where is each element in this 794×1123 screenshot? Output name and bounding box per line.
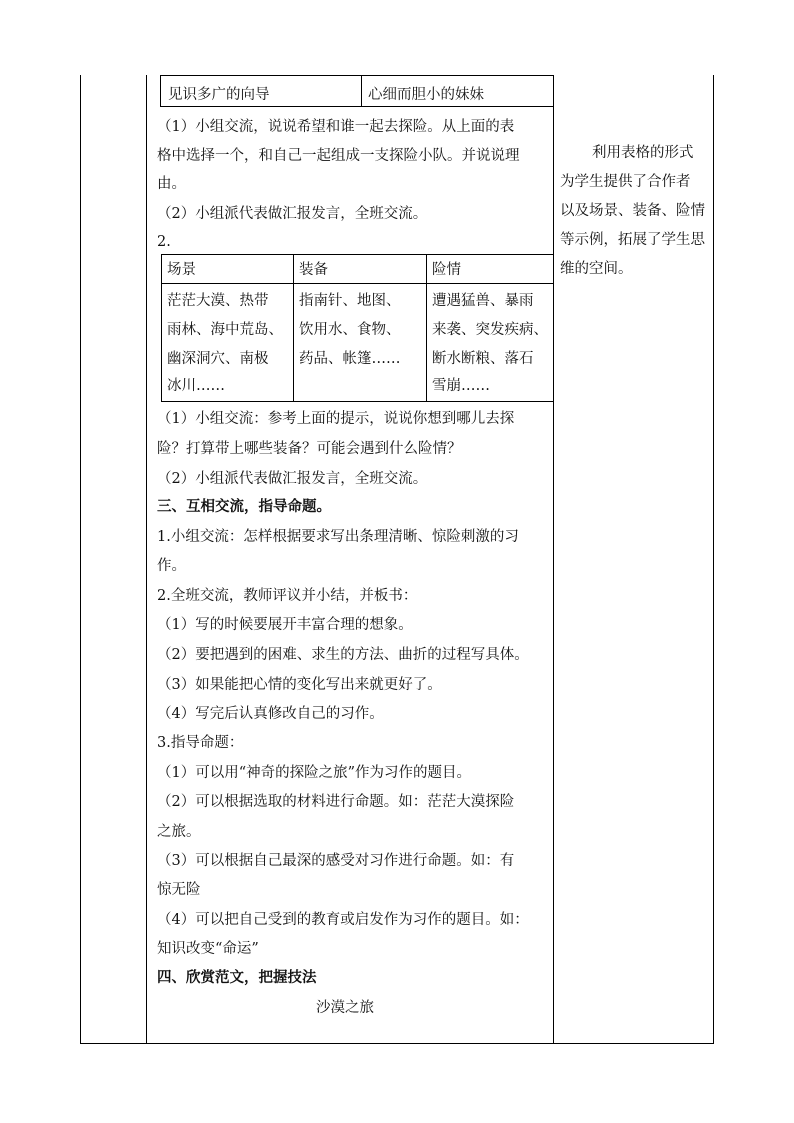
section3-heading: 三、互相交流，指导命题。 [157, 498, 331, 515]
equipment-line-1: 指南针、地图、 [299, 293, 401, 309]
inner-table-div2 [426, 254, 427, 402]
equipment-line-2: 饮用水、食物、 [299, 322, 401, 338]
s1-p2: （2）小组派代表做汇报发言，全班交流。 [157, 206, 428, 222]
s1-p1-line3: 由。 [157, 176, 186, 192]
equipment-line-3: 药品、帐篷…… [299, 351, 401, 367]
inner-table-div1 [293, 254, 294, 402]
scene-line-2: 雨林、海中荒岛、 [167, 322, 283, 338]
s3-item3-3-line1: （3）可以根据自己最深的感受对习作进行命题。如：有 [157, 853, 515, 869]
top-table-bottom [160, 106, 553, 107]
s3-item3-1: （1）可以用“神奇的探险之旅”作为习作的题目。 [157, 765, 472, 781]
outer-left-border [80, 75, 81, 1044]
s3-item3-4-line1: （4）可以把自己受到的教育或启发作为习作的题目。如： [157, 912, 529, 928]
outer-bottom-border [80, 1043, 714, 1044]
s2-p1-line1: （1）小组交流：参考上面的提示，说说你想到哪儿去探 [157, 411, 515, 427]
danger-line-2: 来袭、突发疾病、 [432, 322, 548, 338]
scene-line-3: 幽深洞穴、南极 [167, 351, 269, 367]
scene-line-1: 茫茫大漠、热带 [167, 293, 269, 309]
scene-line-4: 冰川…… [167, 378, 225, 394]
note-line-4: 等示例，拓展了学生思 [560, 232, 705, 248]
top-table-left [160, 75, 161, 107]
s3-item3-2-line2: 之旅。 [157, 824, 201, 840]
outer-right-border [713, 75, 714, 1044]
note-line-2: 为学生提供了合作者 [560, 174, 691, 190]
column-divider-1 [146, 75, 147, 1044]
s3-item3-3-line2: 惊无险 [157, 882, 201, 898]
section4-heading: 四、欣赏范文，把握技法 [157, 969, 317, 986]
top-table-right-cell: 心细而胆小的妹妹 [368, 87, 484, 103]
s3-item2-1: （1）写的时候要展开丰富合理的想象。 [157, 617, 413, 633]
essay-title: 沙漠之旅 [316, 1000, 374, 1016]
note-line-3: 以及场景、装备、险情 [560, 203, 705, 219]
header-scene: 场景 [167, 262, 196, 278]
s2-p1-line2: 险？打算带上哪些装备？可能会遇到什么险情？ [157, 441, 462, 457]
danger-line-3: 断水断粮、落石 [432, 351, 534, 367]
inner-table-bottom [161, 401, 553, 402]
s3-item3-4-line2: 知识改变“命运” [157, 941, 259, 957]
header-danger: 险情 [432, 262, 461, 278]
s1-p1-line1: （1）小组交流，说说希望和谁一起去探险。从上面的表 [157, 119, 515, 135]
s2-p2: （2）小组派代表做汇报发言，全班交流。 [157, 471, 428, 487]
inner-table-header-bottom [161, 283, 553, 284]
s3-item1-line1: 1.小组交流：怎样根据要求写出条理清晰、惊险刺激的习 [157, 529, 519, 545]
danger-line-1: 遭遇猛兽、暴雨 [432, 293, 534, 309]
top-table-top [160, 75, 553, 76]
s3-item2-4: （4）写完后认真修改自己的习作。 [157, 706, 384, 722]
s1-num2: 2. [157, 234, 171, 250]
s3-item1-line2: 作。 [157, 558, 186, 574]
s3-item3-2-line1: （2）可以根据选取的材料进行命题。如：茫茫大漠探险 [157, 794, 515, 810]
s3-item2-2: （2）要把遇到的困难、求生的方法、曲折的过程写具体。 [157, 647, 529, 663]
header-equipment: 装备 [299, 262, 328, 278]
danger-line-4: 雪崩…… [432, 378, 490, 394]
column-divider-2 [553, 75, 554, 1044]
note-line-1: 利用表格的形式 [592, 145, 694, 161]
s3-item2: 2.全班交流，教师评议并小结，并板书： [157, 588, 418, 604]
inner-table-top [161, 254, 553, 255]
top-table-left-cell: 见识多广的向导 [168, 87, 270, 103]
s3-item2-3: （3）如果能把心情的变化写出来就更好了。 [157, 677, 442, 693]
s1-p1-line2: 格中选择一个，和自己一起组成一支探险小队。并说说理 [157, 148, 520, 164]
s3-item3: 3.指导命题： [157, 735, 244, 751]
top-table-divider [361, 75, 362, 107]
note-line-5: 维的空间。 [560, 261, 633, 277]
inner-table-left [161, 254, 162, 402]
